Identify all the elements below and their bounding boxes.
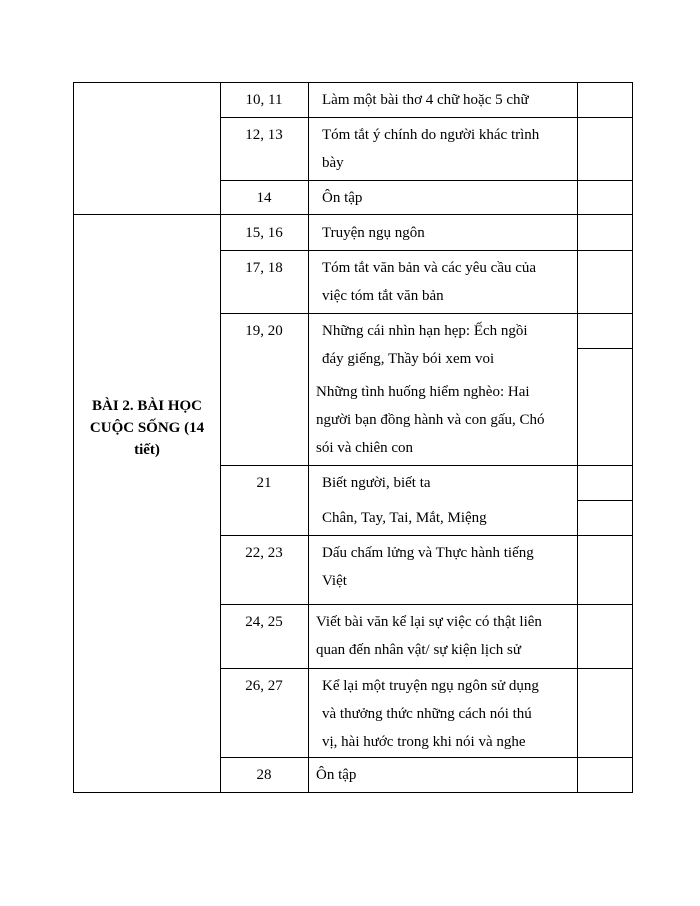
lesson-content: Ôn tập: [322, 190, 363, 206]
row-divider: [577, 348, 633, 349]
unit-title: BÀI 2. BÀI HỌC CUỘC SỐNG (14 tiết): [89, 398, 205, 458]
lesson-content: đáy giếng, Thầy bói xem voi: [322, 351, 495, 367]
lesson-content: vị, hài hước trong khi nói và nghe: [322, 734, 526, 750]
lesson-number: 14: [256, 190, 272, 206]
row-divider: [220, 313, 633, 314]
lesson-number: 22, 23: [245, 545, 283, 561]
lesson-number: 10, 11: [245, 92, 283, 108]
lesson-number: 17, 18: [245, 260, 283, 276]
lesson-content: và thưởng thức những cách nói thú: [322, 706, 532, 722]
table-border-bottom: [73, 792, 633, 793]
column-divider: [308, 82, 309, 792]
table-border-left: [73, 82, 74, 792]
lesson-content: Tóm tắt ý chính do người khác trình: [322, 127, 540, 143]
column-divider: [577, 82, 578, 792]
lesson-number: 19, 20: [245, 323, 283, 339]
row-divider: [577, 500, 633, 501]
table-border-top: [73, 82, 633, 83]
lesson-number: 15, 16: [245, 225, 283, 241]
lesson-content: Tóm tắt văn bản và các yêu cầu của: [322, 260, 537, 276]
row-divider: [220, 604, 633, 605]
lesson-number: 26, 27: [245, 678, 283, 694]
lesson-content: sói và chiên con: [316, 440, 414, 456]
row-divider: [220, 535, 633, 536]
lesson-content: bày: [322, 155, 344, 171]
lesson-content: quan đến nhân vật/ sự kiện lịch sử: [316, 642, 521, 658]
lesson-content: Những tình huống hiểm nghèo: Hai: [316, 384, 530, 400]
lesson-content: việc tóm tắt văn bản: [322, 288, 444, 304]
lesson-content: Viết bài văn kể lại sự việc có thật liên: [316, 614, 542, 630]
lesson-content: người bạn đồng hành và con gấu, Chó: [316, 412, 545, 428]
row-divider: [220, 757, 633, 758]
lesson-content: Kể lại một truyện ngụ ngôn sử dụng: [322, 678, 539, 694]
lesson-content: Làm một bài thơ 4 chữ hoặc 5 chữ: [322, 92, 529, 108]
lesson-number: 21: [256, 475, 272, 491]
lesson-content: Việt: [322, 573, 347, 589]
lesson-content: Những cái nhìn hạn hẹp: Ếch ngồi: [322, 323, 528, 339]
row-divider: [220, 117, 633, 118]
lesson-content: Truyện ngụ ngôn: [322, 225, 425, 241]
lesson-content: Dấu chấm lửng và Thực hành tiếng: [322, 545, 534, 561]
lesson-content: Ôn tập: [316, 767, 357, 783]
lesson-content: Chân, Tay, Tai, Mắt, Miệng: [322, 510, 487, 526]
row-divider: [220, 668, 633, 669]
row-divider: [220, 180, 633, 181]
row-divider: [73, 214, 633, 215]
row-divider: [220, 250, 633, 251]
lesson-content: Biết người, biết ta: [322, 475, 431, 491]
lesson-number: 28: [256, 767, 272, 783]
table-border-right: [632, 82, 633, 792]
row-divider: [220, 465, 633, 466]
lesson-number: 24, 25: [245, 614, 283, 630]
lesson-number: 12, 13: [245, 127, 283, 143]
